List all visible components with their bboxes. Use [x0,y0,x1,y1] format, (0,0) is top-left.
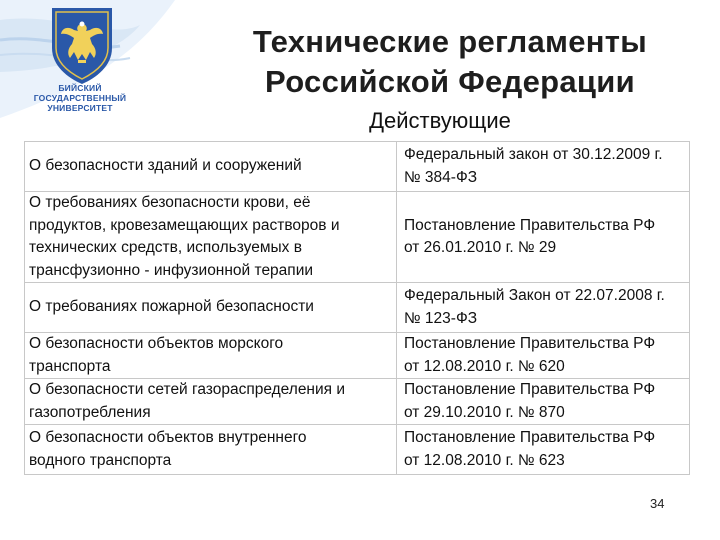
cell-text-line: водного транспорта [29,451,172,469]
logo-caption-line: ГОСУДАРСТВЕННЫЙ [33,93,127,103]
cell-text-line: О безопасности объектов морского [29,335,284,352]
table-row [25,283,690,333]
regulation-subject-cell [25,192,397,283]
page-number: 34 [650,496,665,511]
cell-text-line: О безопасности зданий и сооружений [29,157,302,175]
cell-text-line: продуктов, кровезамещающих растворов и [29,216,340,234]
cell-text-line: Федеральный закон от 30.12.2009 г. [404,146,663,163]
table-row [25,192,690,283]
regulation-subject-cell [25,333,397,379]
regulation-subject-cell [25,425,397,475]
regulations-table-body [25,142,690,475]
table-row [25,333,690,379]
cell-text-line: О безопасности объектов внутреннего [29,429,307,446]
table-row [25,379,690,425]
cell-text-line: от 12.08.2010 г. № 623 [404,451,565,469]
logo-caption-line: БИЙСКИЙ [58,83,102,93]
cell-text-line: от 29.10.2010 г. № 870 [404,403,565,421]
title-line: Технические регламенты [252,24,648,59]
cell-text-line: транспорта [29,357,111,375]
regulation-act-cell [397,283,690,333]
regulations-table [24,141,690,475]
table-row [25,142,690,192]
cell-text-line: № 384-ФЗ [404,168,478,186]
regulation-subject-cell [25,283,397,333]
cell-text-line: Постановление Правительства РФ [404,429,656,446]
cell-text-line: от 12.08.2010 г. № 620 [404,357,565,375]
cell-text-line: О требованиях пожарной безопасности [29,298,314,316]
regulation-act-cell [397,425,690,475]
cell-text-line: Федеральный Закон от 22.07.2008 г. [404,287,665,304]
regulation-act-cell [397,142,690,192]
title-line: Российской Федерации [265,64,635,99]
slide-subtitle: Действующие [369,108,511,133]
regulation-act-cell [397,192,690,283]
cell-text-line: Постановление Правительства РФ [404,381,656,398]
cell-text-line: Постановление Правительства РФ [404,335,656,352]
cell-text-line: трансфузионно - инфузионной терапии [29,261,314,279]
regulation-act-cell [397,333,690,379]
cell-text-line: О безопасности сетей газораспределения и [29,381,346,398]
regulation-subject-cell [25,142,397,192]
slide-title [210,22,690,102]
logo-caption-line: УНИВЕРСИТЕТ [47,103,113,113]
cell-text-line: № 123-ФЗ [404,309,478,327]
cell-text-line: Постановление Правительства РФ [404,216,656,234]
regulation-subject-cell [25,379,397,425]
cell-text-line: от 26.01.2010 г. № 29 [404,239,557,256]
cell-text-line: газопотребления [29,403,151,421]
cell-text-line: технических средств, используемых в [29,239,302,256]
table-row [25,425,690,475]
regulation-act-cell [397,379,690,425]
cell-text-line: О требованиях безопасности крови, её [29,194,311,211]
logo-caption [24,83,136,113]
